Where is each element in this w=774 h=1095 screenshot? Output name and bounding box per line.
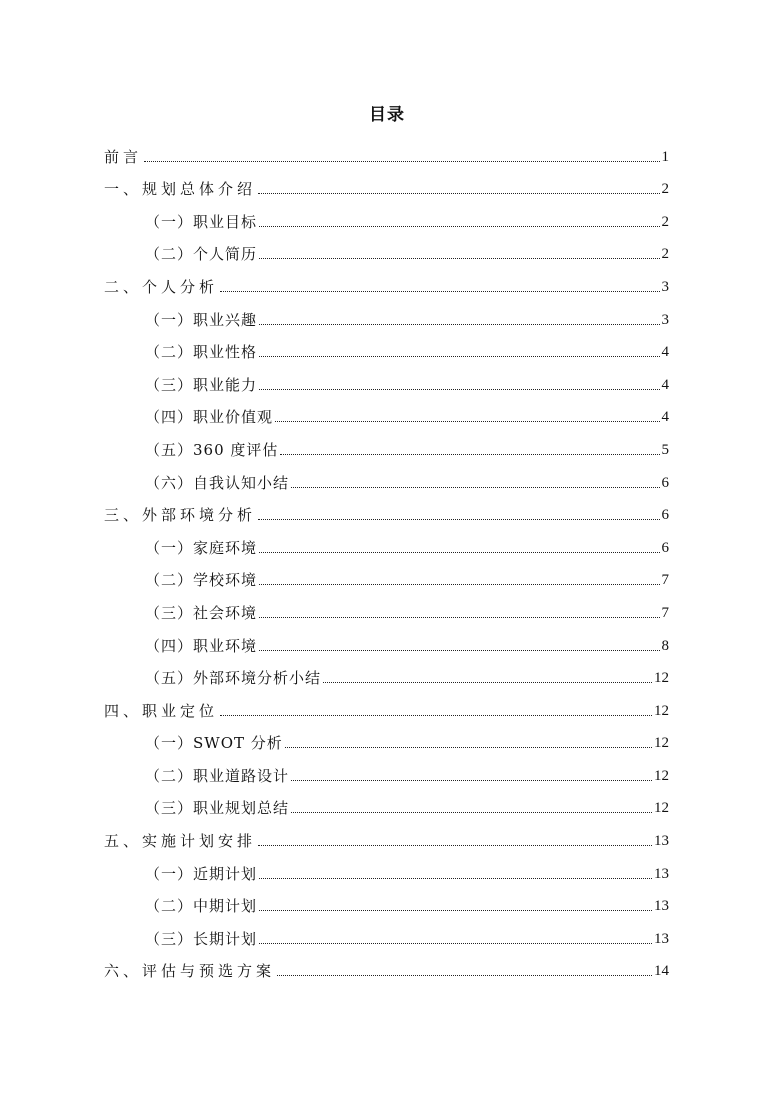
toc-dot-leader (259, 389, 659, 390)
toc-entry-text: （二）个人简历 (145, 245, 258, 264)
toc-dot-leader (291, 812, 652, 813)
toc-title: 目录 (369, 105, 405, 125)
toc-section-entry[interactable] (0, 334, 774, 367)
toc-entry-text: 前言 (104, 147, 143, 166)
toc-entry-text: （四）职业价值观 (145, 408, 274, 427)
toc-entry-text: 四、职业定位 (104, 701, 219, 720)
toc-page-number: 4 (661, 376, 669, 393)
toc-section-entry[interactable] (0, 855, 774, 888)
toc-section-entry[interactable] (0, 920, 774, 953)
toc-section-entry[interactable] (0, 627, 774, 660)
toc-dot-leader (259, 552, 659, 553)
toc-page-number: 13 (654, 833, 669, 850)
toc-entry-text: （一）职业目标 (145, 212, 258, 231)
toc-entry-text: 二、个人分析 (104, 277, 219, 296)
toc-page-number: 6 (661, 539, 669, 556)
toc-entry-text: （一）近期计划 (145, 864, 258, 883)
toc-page-number: 7 (661, 572, 669, 589)
toc-dot-leader (258, 519, 659, 520)
toc-dot-leader (291, 780, 652, 781)
toc-section-entry[interactable] (0, 399, 774, 432)
toc-dot-leader (285, 747, 652, 748)
toc-section-entry[interactable] (0, 236, 774, 269)
toc-page-number: 3 (661, 311, 669, 328)
toc-dot-leader (259, 943, 652, 944)
toc-dot-leader (259, 617, 659, 618)
toc-entry-text: 一、规划总体介绍 (104, 180, 257, 199)
toc-dot-leader (258, 193, 659, 194)
toc-page-number: 5 (661, 441, 669, 458)
toc-entry-text: （六）自我认知小结 (145, 473, 290, 492)
toc-page-number: 12 (654, 702, 669, 719)
toc-page-number: 12 (654, 735, 669, 752)
toc-entry-text: （二）职业性格 (145, 343, 258, 362)
toc-entry-text: （二）中期计划 (145, 897, 258, 916)
toc-chapter-entry[interactable] (0, 822, 774, 855)
toc-page-number: 6 (661, 474, 669, 491)
toc-dot-leader (277, 975, 652, 976)
toc-dot-leader (258, 845, 652, 846)
toc-page-number: 13 (654, 930, 669, 947)
toc-dot-leader (259, 324, 659, 325)
toc-page-number: 1 (661, 148, 669, 165)
toc-entry-text: （一）职业兴趣 (145, 310, 258, 329)
toc-section-entry[interactable] (0, 529, 774, 562)
toc-dot-leader (259, 910, 652, 911)
toc-chapter-entry[interactable] (0, 953, 774, 986)
toc-section-entry[interactable] (0, 757, 774, 790)
toc-section-entry[interactable] (0, 203, 774, 236)
toc-chapter-entry[interactable] (0, 138, 774, 171)
toc-entry-text: （五）外部环境分析小结 (145, 669, 322, 688)
toc-list (0, 138, 774, 985)
toc-page-number: 4 (661, 344, 669, 361)
toc-entry-text: （四）职业环境 (145, 636, 258, 655)
toc-section-entry[interactable] (0, 725, 774, 758)
toc-chapter-entry[interactable] (0, 497, 774, 530)
toc-section-entry[interactable] (0, 464, 774, 497)
toc-dot-leader (259, 258, 659, 259)
toc-page-number: 6 (661, 507, 669, 524)
toc-section-entry[interactable] (0, 366, 774, 399)
toc-dot-leader (280, 454, 659, 455)
toc-chapter-entry[interactable] (0, 268, 774, 301)
toc-page-number: 12 (654, 800, 669, 817)
toc-page-number: 4 (661, 409, 669, 426)
toc-section-entry[interactable] (0, 301, 774, 334)
toc-section-entry[interactable] (0, 431, 774, 464)
toc-page-number: 7 (661, 604, 669, 621)
toc-dot-leader (291, 487, 659, 488)
toc-page-number: 3 (661, 278, 669, 295)
toc-entry-text: （三）社会环境 (145, 603, 258, 622)
toc-entry-text: （三）职业规划总结 (145, 799, 290, 818)
toc-dot-leader (220, 291, 659, 292)
toc-page-number: 8 (661, 637, 669, 654)
toc-page-number: 13 (654, 865, 669, 882)
toc-dot-leader (259, 356, 659, 357)
toc-entry-text: （五）360 度评估 (145, 440, 279, 459)
toc-entry-text: （三）职业能力 (145, 375, 258, 394)
toc-page-number: 12 (654, 670, 669, 687)
toc-section-entry[interactable] (0, 660, 774, 693)
toc-page-number: 14 (654, 963, 669, 980)
toc-dot-leader (259, 226, 659, 227)
toc-page-number: 12 (654, 767, 669, 784)
toc-entry-text: 六、评估与预选方案 (104, 962, 276, 981)
toc-entry-text: （三）长期计划 (145, 929, 258, 948)
toc-entry-text: （一）SWOT 分析 (145, 734, 283, 753)
toc-section-entry[interactable] (0, 594, 774, 627)
toc-dot-leader (220, 715, 652, 716)
toc-dot-leader (259, 878, 652, 879)
toc-entry-text: 五、实施计划安排 (104, 832, 257, 851)
toc-entry-text: （二）职业道路设计 (145, 766, 290, 785)
toc-section-entry[interactable] (0, 562, 774, 595)
toc-page-number: 2 (661, 246, 669, 263)
toc-entry-text: （二）学校环境 (145, 571, 258, 590)
toc-page-number: 2 (661, 181, 669, 198)
toc-dot-leader (275, 421, 659, 422)
toc-chapter-entry[interactable] (0, 692, 774, 725)
toc-entry-text: （一）家庭环境 (145, 538, 258, 557)
toc-chapter-entry[interactable] (0, 171, 774, 204)
toc-section-entry[interactable] (0, 888, 774, 921)
toc-dot-leader (144, 161, 659, 162)
toc-dot-leader (259, 650, 659, 651)
toc-page-number: 13 (654, 898, 669, 915)
toc-section-entry[interactable] (0, 790, 774, 823)
toc-dot-leader (259, 584, 659, 585)
toc-dot-leader (323, 682, 652, 683)
toc-entry-text: 三、外部环境分析 (104, 506, 257, 525)
toc-page-number: 2 (661, 213, 669, 230)
